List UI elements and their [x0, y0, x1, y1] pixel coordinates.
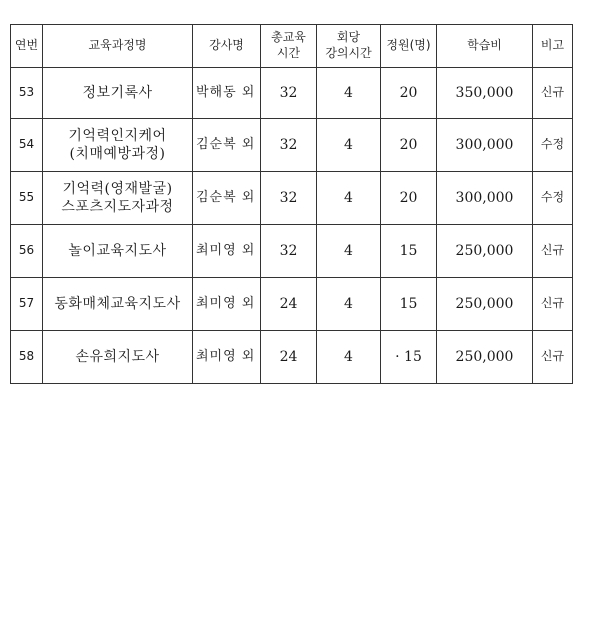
header-total-hours-line2: 시간: [276, 46, 301, 60]
row-total-hours: 32: [261, 225, 317, 278]
row-no: 58: [11, 331, 43, 384]
row-course-name: [43, 225, 193, 278]
course-name-line1: 기억력(영재발굴): [62, 180, 173, 197]
table-row: [11, 225, 573, 278]
row-fee: 300,000: [437, 119, 533, 172]
row-capacity: · 15: [381, 331, 437, 384]
row-fee: 350,000: [437, 68, 533, 119]
row-course-name: [43, 331, 193, 384]
header-no: 연번: [11, 25, 43, 68]
row-course-name: [43, 278, 193, 331]
row-total-hours: 24: [261, 331, 317, 384]
row-fee: 250,000: [437, 331, 533, 384]
row-note: 신규: [533, 331, 573, 384]
row-capacity: 15: [381, 278, 437, 331]
row-instructor: 박해동 외: [193, 68, 261, 119]
course-name-line1: 손유희지도사: [75, 348, 160, 365]
row-note: 수정: [533, 172, 573, 225]
header-total-hours: [261, 25, 317, 68]
row-no: 57: [11, 278, 43, 331]
header-fee: 학습비: [437, 25, 533, 68]
row-note: 신규: [533, 278, 573, 331]
row-instructor: 김순복 외: [193, 119, 261, 172]
course-name-line2: 스포츠지도자과정: [61, 199, 174, 215]
row-capacity: 15: [381, 225, 437, 278]
table-header: [11, 25, 573, 68]
row-note: 신규: [533, 225, 573, 278]
header-capacity: 정원(명): [381, 25, 437, 68]
row-capacity: 20: [381, 119, 437, 172]
row-fee: 300,000: [437, 172, 533, 225]
row-session-hours: 4: [317, 172, 381, 225]
row-total-hours: 32: [261, 119, 317, 172]
table-row: [11, 68, 573, 119]
table-row: [11, 119, 573, 172]
row-session-hours: 4: [317, 331, 381, 384]
row-instructor: 최미영 외: [193, 278, 261, 331]
row-fee: 250,000: [437, 278, 533, 331]
row-no: 54: [11, 119, 43, 172]
course-table: [10, 24, 573, 384]
header-course-name: 교육과정명: [43, 25, 193, 68]
row-no: 56: [11, 225, 43, 278]
header-note: 비고: [533, 25, 573, 68]
table-row: [11, 172, 573, 225]
row-capacity: 20: [381, 68, 437, 119]
table-row: [11, 278, 573, 331]
row-instructor: 최미영 외: [193, 331, 261, 384]
table-row: [11, 331, 573, 384]
row-instructor: 최미영 외: [193, 225, 261, 278]
header-session-hours-line1: 회당: [336, 30, 361, 45]
header-session-hours-line2: 강의시간: [325, 46, 372, 60]
course-name-line1: 기억력인지케어: [68, 127, 167, 144]
row-note: 수정: [533, 119, 573, 172]
row-total-hours: 24: [261, 278, 317, 331]
header-session-hours: [317, 25, 381, 68]
course-name-line2: (치매예방과정): [69, 146, 166, 162]
row-no: 55: [11, 172, 43, 225]
header-row: [11, 25, 573, 68]
course-name-line1: 놀이교육지도사: [68, 242, 167, 259]
row-instructor: 김순복 외: [193, 172, 261, 225]
course-name-line1: 정보기록사: [82, 84, 153, 101]
row-session-hours: 4: [317, 68, 381, 119]
row-capacity: 20: [381, 172, 437, 225]
course-name-line1: 동화매체교육지도사: [54, 295, 181, 312]
header-total-hours-line1: 총교육: [271, 30, 306, 45]
row-total-hours: 32: [261, 68, 317, 119]
row-no: 53: [11, 68, 43, 119]
row-session-hours: 4: [317, 278, 381, 331]
table-body: [11, 68, 573, 384]
row-total-hours: 32: [261, 172, 317, 225]
row-session-hours: 4: [317, 225, 381, 278]
row-course-name: [43, 68, 193, 119]
row-session-hours: 4: [317, 119, 381, 172]
header-instructor: 강사명: [193, 25, 261, 68]
row-course-name: [43, 172, 193, 225]
row-note: 신규: [533, 68, 573, 119]
row-course-name: [43, 119, 193, 172]
row-fee: 250,000: [437, 225, 533, 278]
